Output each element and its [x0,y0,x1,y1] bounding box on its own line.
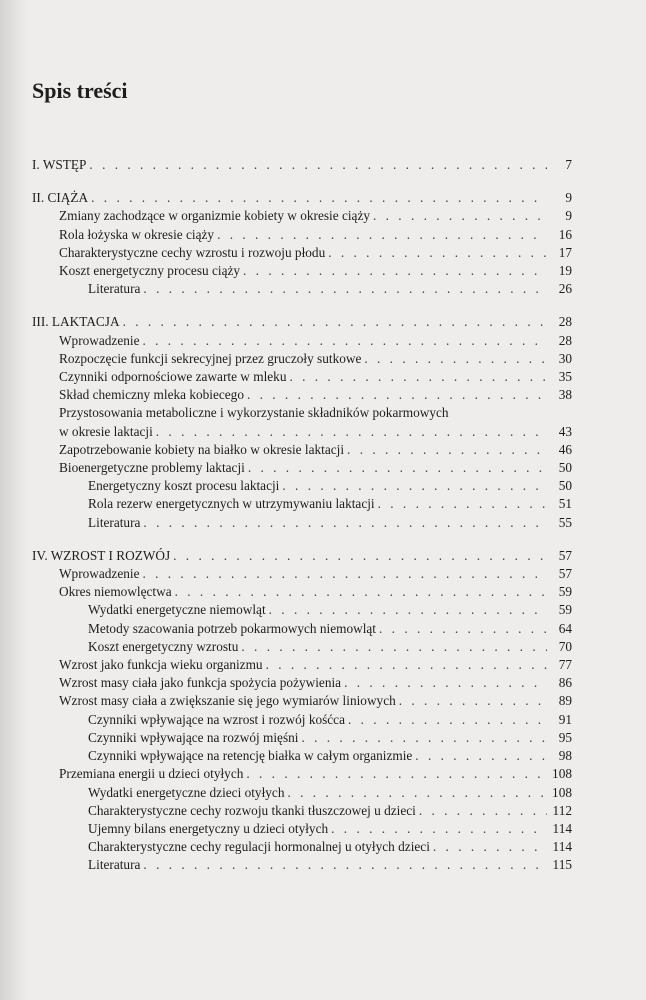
toc-section [32,313,572,531]
dot-leader [91,189,547,207]
toc-entry [32,262,572,280]
dot-leader [143,280,547,298]
dot-leader [419,802,547,820]
dot-leader [243,262,547,280]
toc-page-number: 35 [558,369,572,385]
toc-entry [32,207,572,225]
toc-entry-label: I. WSTĘP [32,157,87,172]
page-title: Spis treści [32,78,128,103]
toc-entry [32,674,572,692]
table-of-contents [32,156,572,890]
toc-page-number: 57 [558,566,572,582]
toc-entry [32,368,572,386]
toc-entry-label: Charakterystyczne cechy wzrostu i rozwoju płodu [59,244,326,260]
dot-leader [344,674,547,692]
dot-leader [364,350,547,368]
dot-leader [175,583,547,601]
toc-entry [32,820,572,838]
dot-leader [248,459,547,477]
toc-entry-label: Czynniki wpływające na retencję białka w całym organizmie [88,748,413,764]
toc-entry [32,226,572,244]
toc-page-number: 28 [558,332,572,348]
toc-chapter-entry [32,313,572,331]
toc-entry-label: Charakterystyczne cechy rozwoju tkanki tłuszczowej u dzieci [88,802,416,818]
toc-page-number: 108 [552,784,572,800]
toc-entry [32,601,572,619]
dot-leader [241,638,547,656]
toc-entry-label: Metody szacowania potrzeb pokarmowych niemowląt [88,620,377,636]
dot-leader [142,565,547,583]
dot-leader [269,601,547,619]
dot-leader [301,729,547,747]
dot-leader [282,477,547,495]
toc-page-number: 16 [558,226,572,242]
toc-page-number: 114 [552,839,572,855]
dot-leader [247,386,547,404]
dot-leader [123,313,547,331]
toc-page-number: 77 [558,657,572,673]
toc-entry [32,244,572,262]
dot-leader [89,156,547,174]
toc-entry [32,729,572,747]
toc-page-number: 95 [558,729,572,745]
toc-section [32,547,572,875]
toc-entry [32,747,572,765]
toc-entry [32,583,572,601]
toc-entry [32,565,572,583]
toc-entry-label: Rola rezerw energetycznych w utrzymywaniu laktacji [88,496,375,512]
toc-section [32,156,572,174]
toc-entry-label-first-line: Przystosowania metaboliczne i wykorzystanie składników pokarmowych [59,405,449,421]
toc-page-number: 17 [558,244,572,260]
toc-entry-label: Literatura [88,514,141,530]
toc-section [32,189,572,298]
toc-entry-label: II. CIĄŻA [32,190,89,206]
dot-leader [266,656,547,674]
toc-entry [32,423,572,441]
dot-leader [143,856,547,874]
toc-entry-label: Wzrost jako funkcja wieku organizmu [59,657,263,673]
toc-entry-label: Ujemny bilans energetyczny u dzieci otyłych [88,820,329,836]
toc-entry-label: w okresie laktacji [59,423,153,439]
toc-entry [32,784,572,802]
toc-entry-label: III. LAKTACJA [32,314,120,330]
toc-page-number: 59 [558,602,572,618]
toc-page-number: 7 [565,157,572,172]
toc-page-number: 108 [552,766,572,782]
toc-entry-label: Wzrost masy ciała jako funkcja spożycia pożywienia [59,675,342,691]
toc-chapter-entry [32,156,572,174]
dot-leader [399,692,547,710]
toc-entry [32,332,572,350]
dot-leader [142,332,547,350]
toc-page-number: 9 [565,190,572,206]
dot-leader [348,711,547,729]
toc-entry-label: Wzrost masy ciała a zwiększanie się jego wymiarów liniowych [59,693,396,709]
toc-entry-label: Okres niemowlęctwa [59,584,172,600]
toc-page-number: 114 [552,820,572,836]
toc-entry [32,620,572,638]
toc-page-number: 59 [558,584,572,600]
dot-leader [373,207,547,225]
toc-entry-label: Energetyczny koszt procesu laktacji [88,478,280,494]
toc-page-number: 55 [558,514,572,530]
toc-entry-label: Bioenergetyczne problemy laktacji [59,460,245,476]
toc-page-number: 38 [558,387,572,403]
toc-page-number: 89 [558,693,572,709]
toc-page-number: 46 [558,441,572,457]
toc-page-number: 57 [558,547,572,563]
toc-entry [32,514,572,532]
dot-leader [246,765,547,783]
toc-page-number: 86 [558,675,572,691]
toc-entry [32,386,572,404]
dot-leader [378,495,547,513]
toc-entry-label: Czynniki wpływające na wzrost i rozwój kośćca [88,711,345,727]
toc-entry-label: Czynniki odpornościowe zawarte w mleku [59,369,287,385]
toc-entry-label: Wydatki energetyczne dzieci otyłych [88,784,285,800]
page-gutter-shadow [0,0,28,1000]
toc-page-number: 28 [558,314,572,330]
toc-entry-label: Rola łożyska w okresie ciąży [59,226,215,242]
toc-page-number: 26 [558,281,572,297]
toc-entry-label: Wprowadzenie [59,566,140,582]
toc-entry [32,838,572,856]
toc-page-number: 115 [552,857,572,873]
toc-entry-label: Charakterystyczne cechy regulacji hormonalnej u otyłych dzieci [88,839,430,855]
toc-page-number: 64 [558,620,572,636]
toc-chapter-entry [32,189,572,207]
toc-entry [32,350,572,368]
toc-chapter-entry [32,547,572,565]
toc-page-number: 30 [558,350,572,366]
dot-leader [347,441,547,459]
toc-entry-label: Koszt energetyczny wzrostu [88,638,239,654]
dot-leader [379,620,547,638]
toc-page-number: 91 [558,711,572,727]
toc-entry [32,477,572,495]
toc-page-number: 50 [558,478,572,494]
toc-page-number: 50 [558,460,572,476]
toc-entry-label: Skład chemiczny mleka kobiecego [59,387,244,403]
dot-leader [415,747,547,765]
toc-entry [32,441,572,459]
toc-entry [32,280,572,298]
toc-entry-label: Czynniki wpływające na rozwój mięśni [88,729,299,745]
toc-entry [32,856,572,874]
toc-entry [32,638,572,656]
toc-page-number: 112 [552,802,572,818]
dot-leader [328,244,547,262]
toc-page-number: 98 [558,748,572,764]
toc-entry [32,711,572,729]
toc-entry-label: IV. WZROST I ROZWÓJ [32,547,171,563]
toc-entry-label: Zapotrzebowanie kobiety na białko w okresie laktacji [59,441,345,457]
toc-entry-label: Koszt energetyczny procesu ciąży [59,263,241,279]
toc-entry [32,495,572,513]
dot-leader [156,423,547,441]
toc-page-number: 43 [558,423,572,439]
toc-entry [32,656,572,674]
toc-page-number: 19 [558,263,572,279]
toc-page-number: 70 [558,638,572,654]
toc-entry [32,459,572,477]
dot-leader [287,784,547,802]
toc-entry-label: Wydatki energetyczne niemowląt [88,602,266,618]
toc-entry-label: Wprowadzenie [59,332,140,348]
toc-entry-label: Rozpoczęcie funkcji sekrecyjnej przez gruczoły sutkowe [59,350,362,366]
dot-leader [289,368,547,386]
toc-entry [32,765,572,783]
dot-leader [143,514,547,532]
dot-leader [173,547,547,565]
toc-entry [32,692,572,710]
dot-leader [331,820,547,838]
toc-entry-label: Literatura [88,857,141,873]
toc-entry-label: Literatura [88,281,141,297]
dot-leader [433,838,547,856]
dot-leader [217,226,547,244]
toc-entry-label: Przemiana energii u dzieci otyłych [59,766,244,782]
toc-page-number: 51 [558,496,572,512]
toc-entry [32,802,572,820]
toc-entry-label: Zmiany zachodzące w organizmie kobiety w okresie ciąży [59,208,370,224]
toc-page-number: 9 [565,208,572,224]
